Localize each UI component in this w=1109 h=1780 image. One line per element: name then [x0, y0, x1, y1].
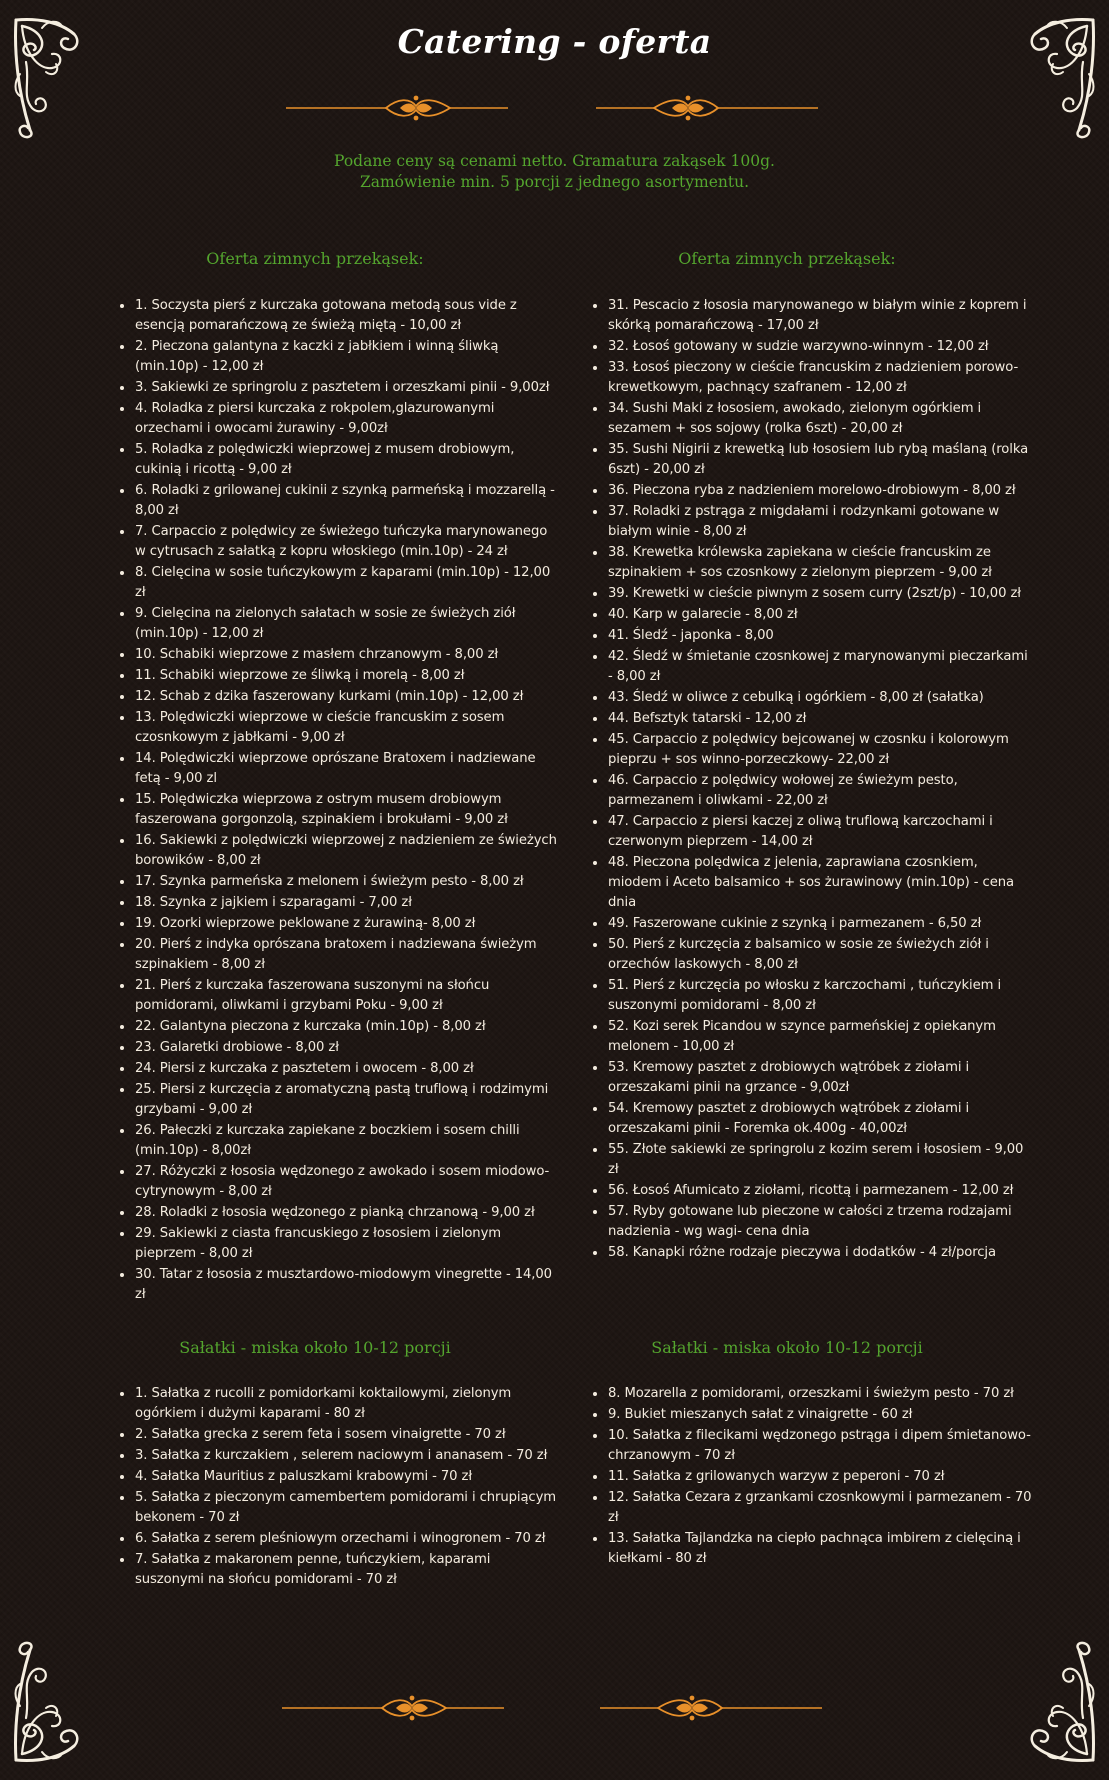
- cold-heading-right: Oferta zimnych przekąsek:: [678, 249, 896, 268]
- divider-ornament-icon: [596, 1692, 826, 1722]
- list-item: • 37. Roladki z pstrąga z migdałami i rodzynkami gotowane w białym winie - 8,00 zł: [607, 501, 1032, 542]
- divider-ornament-icon: [278, 1692, 508, 1722]
- list-item: • 34. Sushi Maki z łososiem, awokado, zielonym ogórkiem i sezamem + sos sojowy (rolka 6szt) - 20,00 zł: [607, 398, 1032, 439]
- list-item: • 38. Krewetka królewska zapiekana w cieście francuskim ze szpinakiem + sos czosnkowy z zielonym pieprzem - 9,00 zł: [607, 542, 1032, 583]
- list-item: • 42. Śledź w śmietanie czosnkowej z marynowanymi pieczarkami - 8,00 zł: [607, 646, 1032, 687]
- salads-list-left: [119, 1383, 559, 1590]
- list-item: • 31. Pescacio z łososia marynowanego w białym winie z koprem i skórką pomarańczową - 17,00 zł: [607, 295, 1032, 336]
- list-item: • 10. Schabiki wieprzowe z masłem chrzanowym - 8,00 zł: [134, 644, 559, 665]
- salads-heading-left: Sałatki - miska około 10-12 porcji: [179, 1338, 451, 1357]
- list-item: • 8. Mozarella z pomidorami, orzeszkami i świeżym pesto - 70 zł: [607, 1383, 1032, 1404]
- list-item: • 46. Carpaccio z polędwicy wołowej ze świeżym pesto, parmezanem i oliwkami - 22,00 zł: [607, 770, 1032, 811]
- list-item: • 7. Carpaccio z polędwicy ze świeżego tuńczyka marynowanego w cytrusach z sałatką z kopru włoskiego (min.10p) - 24 zł: [134, 521, 559, 562]
- list-item: • 25. Piersi z kurczęcia z aromatyczną pastą truflową i rodzimymi grzybami - 9,00 zł: [134, 1079, 559, 1120]
- list-item: • 3. Sałatka z kurczakiem , selerem naciowym i ananasem - 70 zł: [134, 1445, 559, 1466]
- list-item: • 41. Śledź - japonka - 8,00: [607, 625, 1032, 646]
- list-item: • 3. Sakiewki ze springrolu z pasztetem i orzeszkami pinii - 9,00zł: [134, 377, 559, 398]
- list-item: • 56. Łosoś Afumicato z ziołami, ricottą i parmezanem - 12,00 zł: [607, 1180, 1032, 1201]
- list-item: • 14. Polędwiczki wieprzowe oprószane Bratoxem i nadziewane fetą - 9,00 zl: [134, 748, 559, 789]
- list-item: • 51. Pierś z kurczęcia po włosku z karczochami , tuńczykiem i suszonymi pomidorami - 8,00 zł: [607, 975, 1032, 1016]
- list-item: • 1. Sałatka z rucolli z pomidorkami koktailowymi, zielonym ogórkiem i dużymi kaparami - 80 zł: [134, 1383, 559, 1424]
- list-item: • 49. Faszerowane cukinie z szynką i parmezanem - 6,50 zł: [607, 913, 1032, 934]
- page-title: Catering - oferta: [397, 22, 712, 61]
- list-item: • 57. Ryby gotowane lub pieczone w całości z trzema rodzajami nadzienia - wg wagi- cena dnia: [607, 1201, 1032, 1242]
- list-item: • 4. Sałatka Mauritius z paluszkami krabowymi - 70 zł: [134, 1466, 559, 1487]
- list-item: • 6. Sałatka z serem pleśniowym orzechami i winogronem - 70 zł: [134, 1528, 559, 1549]
- list-item: • 33. Łosoś pieczony w cieście francuskim z nadzieniem porowo-krewetkowym, pachnący szafranem - 12,00 zł: [607, 357, 1032, 398]
- list-item: • 21. Pierś z kurczaka faszerowana suszonymi na słońcu pomidorami, oliwkami i grzybami Poku - 9,00 zł: [134, 975, 559, 1016]
- list-item: • 39. Krewetki w cieście piwnym z sosem curry (2szt/p) - 10,00 zł: [607, 583, 1032, 604]
- list-item: • 9. Cielęcina na zielonych sałatach w sosie ze świeżych ziół (min.10p) - 12,00 zł: [134, 603, 559, 644]
- list-item: • 12. Schab z dzika faszerowany kurkami (min.10p) - 12,00 zł: [134, 686, 559, 707]
- corner-ornament-icon: [8, 1640, 88, 1768]
- list-item: • 19. Ozorki wieprzowe peklowane z żurawiną- 8,00 zł: [134, 913, 559, 934]
- list-item: • 15. Polędwiczka wieprzowa z ostrym musem drobiowym faszerowana gorgonzolą, szpinakiem i brokułami - 9,00 zł: [134, 789, 559, 830]
- list-item: • 11. Sałatka z grilowanych warzyw z peperoni - 70 zł: [607, 1466, 1032, 1487]
- order-note: [0, 151, 1109, 193]
- divider-ornament-icon: [282, 92, 512, 122]
- list-item: • 48. Pieczona polędwica z jelenia, zaprawiana czosnkiem, miodem i Aceto balsamico + sos żurawinowy (min.10p) - cena dnia: [607, 852, 1032, 913]
- list-item: • 4. Roladka z piersi kurczaka z rokpolem,glazurowanymi orzechami i owocami żurawiny - 9,00zł: [134, 398, 559, 439]
- list-item: • 1. Soczysta pierś z kurczaka gotowana metodą sous vide z esencją pomarańczową ze świeżą miętą - 10,00 zł: [134, 295, 559, 336]
- list-item: • 6. Roladki z grilowanej cukinii z szynką parmeńską i mozzarellą - 8,00 zł: [134, 480, 559, 521]
- list-item: • 35. Sushi Nigirii z krewetką lub łososiem lub rybą maślaną (rolka 6szt) - 20,00 zł: [607, 439, 1032, 480]
- cold-list-left: [119, 295, 559, 1305]
- list-item: • 43. Śledź w oliwce z cebulką i ogórkiem - 8,00 zł (sałatka): [607, 687, 1032, 708]
- list-item: • 58. Kanapki różne rodzaje pieczywa i dodatków - 4 zł/porcja: [607, 1242, 1032, 1263]
- salads-heading-right: Sałatki - miska około 10-12 porcji: [651, 1338, 923, 1357]
- list-item: • 13. Sałatka Tajlandzka na ciepło pachnąca imbirem z cielęciną i kiełkami - 80 zł: [607, 1528, 1032, 1569]
- list-item: • 28. Roladki z łososia wędzonego z pianką chrzanową - 9,00 zł: [134, 1202, 559, 1223]
- list-item: • 16. Sakiewki z polędwiczki wieprzowej z nadzieniem ze świeżych borowików - 8,00 zł: [134, 830, 559, 871]
- list-item: • 22. Galantyna pieczona z kurczaka (min.10p) - 8,00 zł: [134, 1016, 559, 1037]
- list-item: • 23. Galaretki drobiowe - 8,00 zł: [134, 1037, 559, 1058]
- list-item: • 20. Pierś z indyka oprószana bratoxem i nadziewana świeżym szpinakiem - 8,00 zł: [134, 934, 559, 975]
- list-item: • 45. Carpaccio z polędwicy bejcowanej w czosnku i kolorowym pieprzu + sos winno-porzeczkowy- 22,00 zł: [607, 729, 1032, 770]
- list-item: • 18. Szynka z jajkiem i szparagami - 7,00 zł: [134, 892, 559, 913]
- list-item: • 10. Sałatka z filecikami wędzonego pstrąga i dipem śmietanowo-chrzanowym - 70 zł: [607, 1425, 1032, 1466]
- list-item: • 2. Sałatka grecka z serem feta i sosem vinaigrette - 70 zł: [134, 1424, 559, 1445]
- note-line: Zamówienie min. 5 porcji z jednego asortymentu.: [359, 173, 750, 191]
- list-item: • 55. Złote sakiewki ze springrolu z kozim serem i łososiem - 9,00 zł: [607, 1139, 1032, 1180]
- list-item: • 50. Pierś z kurczęcia z balsamico w sosie ze świeżych ziół i orzechów laskowych - 8,00 zł: [607, 934, 1032, 975]
- list-item: • 17. Szynka parmeńska z melonem i świeżym pesto - 8,00 zł: [134, 871, 559, 892]
- cold-list-right: [592, 295, 1032, 1263]
- list-item: • 5. Sałatka z pieczonym camembertem pomidorami i chrupiącym bekonem - 70 zł: [134, 1487, 559, 1528]
- list-item: • 52. Kozi serek Picandou w szynce parmeńskiej z opiekanym melonem - 10,00 zł: [607, 1016, 1032, 1057]
- list-item: • 2. Pieczona galantyna z kaczki z jabłkiem i winną śliwką (min.10p) - 12,00 zł: [134, 336, 559, 377]
- list-item: • 30. Tatar z łososia z musztardowo-miodowym vinegrette - 14,00 zł: [134, 1264, 559, 1305]
- list-item: • 47. Carpaccio z piersi kaczej z oliwą truflową karczochami i czerwonym pieprzem - 14,00 zł: [607, 811, 1032, 852]
- list-item: • 24. Piersi z kurczaka z pasztetem i owocem - 8,00 zł: [134, 1058, 559, 1079]
- list-item: • 27. Różyczki z łososia wędzonego z awokado i sosem miodowo-cytrynowym - 8,00 zł: [134, 1161, 559, 1202]
- list-item: • 7. Sałatka z makaronem penne, tuńczykiem, kaparami suszonymi na słońcu pomidorami - 70 zł: [134, 1549, 559, 1590]
- list-item: • 54. Kremowy pasztet z drobiowych wątróbek z ziołami i orzeszakami pinii - Foremka ok.400g - 40,00zł: [607, 1098, 1032, 1139]
- list-item: • 9. Bukiet mieszanych sałat z vinaigrette - 60 zł: [607, 1404, 1032, 1425]
- list-item: • 32. Łosoś gotowany w sudzie warzywno-winnym - 12,00 zł: [607, 336, 1032, 357]
- list-item: • 44. Befsztyk tatarski - 12,00 zł: [607, 708, 1032, 729]
- list-item: • 53. Kremowy pasztet z drobiowych wątróbek z ziołami i orzeszakami pinii na grzance - 9,00zł: [607, 1057, 1032, 1098]
- list-item: • 12. Sałatka Cezara z grzankami czosnkowymi i parmezanem - 70 zł: [607, 1487, 1032, 1528]
- note-line: Podane ceny są cenami netto. Gramatura zakąsek 100g.: [334, 152, 775, 170]
- list-item: • 8. Cielęcina w sosie tuńczykowym z kaparami (min.10p) - 12,00 zł: [134, 562, 559, 603]
- list-item: • 29. Sakiewki z ciasta francuskiego z łososiem i zielonym pieprzem - 8,00 zł: [134, 1223, 559, 1264]
- salads-list-right: [592, 1383, 1032, 1569]
- list-item: • 26. Pałeczki z kurczaka zapiekane z boczkiem i sosem chilli (min.10p) - 8,00zł: [134, 1120, 559, 1161]
- corner-ornament-icon: [1021, 1640, 1101, 1768]
- list-item: • 40. Karp w galarecie - 8,00 zł: [607, 604, 1032, 625]
- list-item: • 13. Polędwiczki wieprzowe w cieście francuskim z sosem czosnkowym z jabłkami - 9,00 zł: [134, 707, 559, 748]
- divider-ornament-icon: [592, 92, 822, 122]
- list-item: • 11. Schabiki wieprzowe ze śliwką i morelą - 8,00 zł: [134, 665, 559, 686]
- list-item: • 36. Pieczona ryba z nadzieniem morelowo-drobiowym - 8,00 zł: [607, 480, 1032, 501]
- cold-heading-left: Oferta zimnych przekąsek:: [206, 249, 424, 268]
- list-item: • 5. Roladka z polędwiczki wieprzowej z musem drobiowym, cukinią i ricottą - 9,00 zł: [134, 439, 559, 480]
